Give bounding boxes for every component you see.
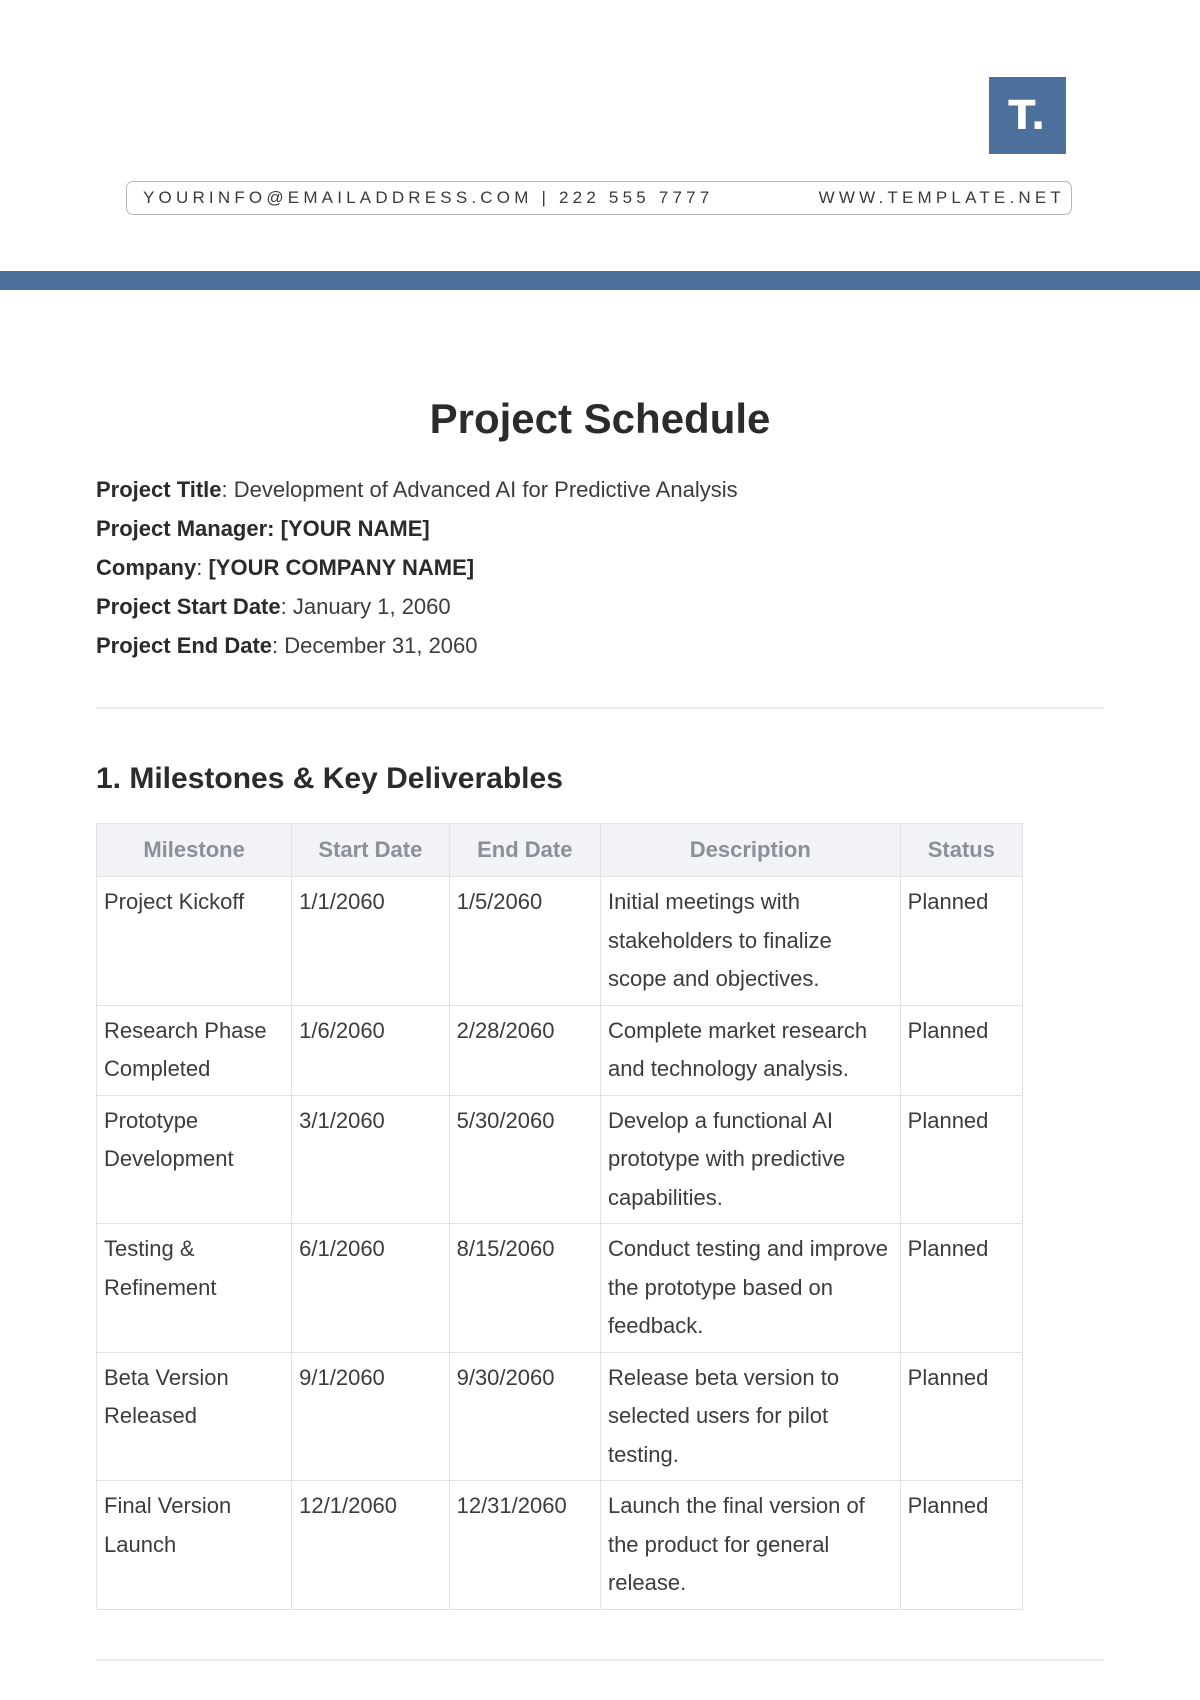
table-cell: 8/15/2060 <box>449 1224 600 1353</box>
info-value: December 31, 2060 <box>284 633 478 658</box>
table-cell: 3/1/2060 <box>292 1095 449 1224</box>
table-row <box>97 1095 1023 1224</box>
column-header: Status <box>900 824 1022 877</box>
table-row <box>97 877 1023 1006</box>
contact-email-phone: YOURINFO@EMAILADDRESS.COM | 222 555 7777 <box>143 188 714 207</box>
table-cell: 12/1/2060 <box>292 1481 449 1610</box>
table-cell: 5/30/2060 <box>449 1095 600 1224</box>
info-start-date: Project Start Date: January 1, 2060 <box>96 594 451 619</box>
contact-website: WWW.TEMPLATE.NET <box>818 188 1065 207</box>
column-header: Description <box>600 824 900 877</box>
section-divider <box>96 1659 1104 1661</box>
table-cell: Initial meetings with stakeholders to finalize scope and objectives. <box>600 877 900 1006</box>
table-cell: 2/28/2060 <box>449 1005 600 1095</box>
table-cell: Research Phase Completed <box>97 1005 292 1095</box>
info-label: Project End Date <box>96 633 273 658</box>
logo-text: T. <box>1008 92 1047 139</box>
info-end-date: Project End Date: December 31, 2060 <box>96 633 478 658</box>
table-cell: Release beta version to selected users for pilot testing. <box>600 1352 900 1481</box>
table-row <box>97 1481 1023 1610</box>
info-label: Project Title <box>96 477 222 502</box>
table-row <box>97 1005 1023 1095</box>
info-value: January 1, 2060 <box>292 594 451 619</box>
table-cell: Planned <box>900 1095 1022 1224</box>
table-cell: Conduct testing and improve the prototype based on feedback. <box>600 1224 900 1353</box>
table-cell: Testing & Refinement <box>97 1224 292 1353</box>
page-title: Project Schedule <box>429 395 771 442</box>
project-info <box>96 470 738 665</box>
table-cell: Planned <box>900 1005 1022 1095</box>
company-logo <box>989 77 1066 154</box>
table-cell: 1/1/2060 <box>292 877 449 1006</box>
milestones-table <box>96 823 1023 1610</box>
section-title: 1. Milestones & Key Deliverables <box>96 762 563 795</box>
table-cell: Beta Version Released <box>97 1352 292 1481</box>
table-row <box>97 1352 1023 1481</box>
header-band <box>0 271 1200 290</box>
table-row <box>97 1224 1023 1353</box>
info-label: Company <box>96 555 197 580</box>
info-label: Project Manager <box>96 516 268 541</box>
info-value: [YOUR COMPANY NAME] <box>208 555 475 580</box>
table-cell: 9/30/2060 <box>449 1352 600 1481</box>
table-cell: 1/6/2060 <box>292 1005 449 1095</box>
table-cell: Planned <box>900 877 1022 1006</box>
table-cell: Planned <box>900 1224 1022 1353</box>
contact-bar <box>126 181 1072 215</box>
table-cell: Planned <box>900 1481 1022 1610</box>
table-cell: Final Version Launch <box>97 1481 292 1610</box>
table-cell: Develop a functional AI prototype with predictive capabilities. <box>600 1095 900 1224</box>
table-cell: 12/31/2060 <box>449 1481 600 1610</box>
table-cell: 1/5/2060 <box>449 877 600 1006</box>
table-header-row <box>97 824 1023 877</box>
section-divider <box>96 707 1104 709</box>
table-cell: 9/1/2060 <box>292 1352 449 1481</box>
table-cell: Planned <box>900 1352 1022 1481</box>
table-cell: Launch the final version of the product for general release. <box>600 1481 900 1610</box>
column-header: Start Date <box>292 824 449 877</box>
table-cell: 6/1/2060 <box>292 1224 449 1353</box>
info-project-manager: Project Manager: [YOUR NAME] <box>96 516 430 541</box>
table-cell: Project Kickoff <box>97 877 292 1006</box>
column-header: End Date <box>449 824 600 877</box>
info-company: Company: [YOUR COMPANY NAME] <box>96 555 475 580</box>
table-cell: Complete market research and technology analysis. <box>600 1005 900 1095</box>
column-header: Milestone <box>97 824 292 877</box>
info-project-title: Project Title: Development of Advanced AI for Predictive Analysis <box>96 477 738 502</box>
info-value: Development of Advanced AI for Predictive Analysis <box>233 477 738 502</box>
table-cell: Prototype Development <box>97 1095 292 1224</box>
info-label: Project Start Date <box>96 594 281 619</box>
info-value: [YOUR NAME] <box>280 516 430 541</box>
